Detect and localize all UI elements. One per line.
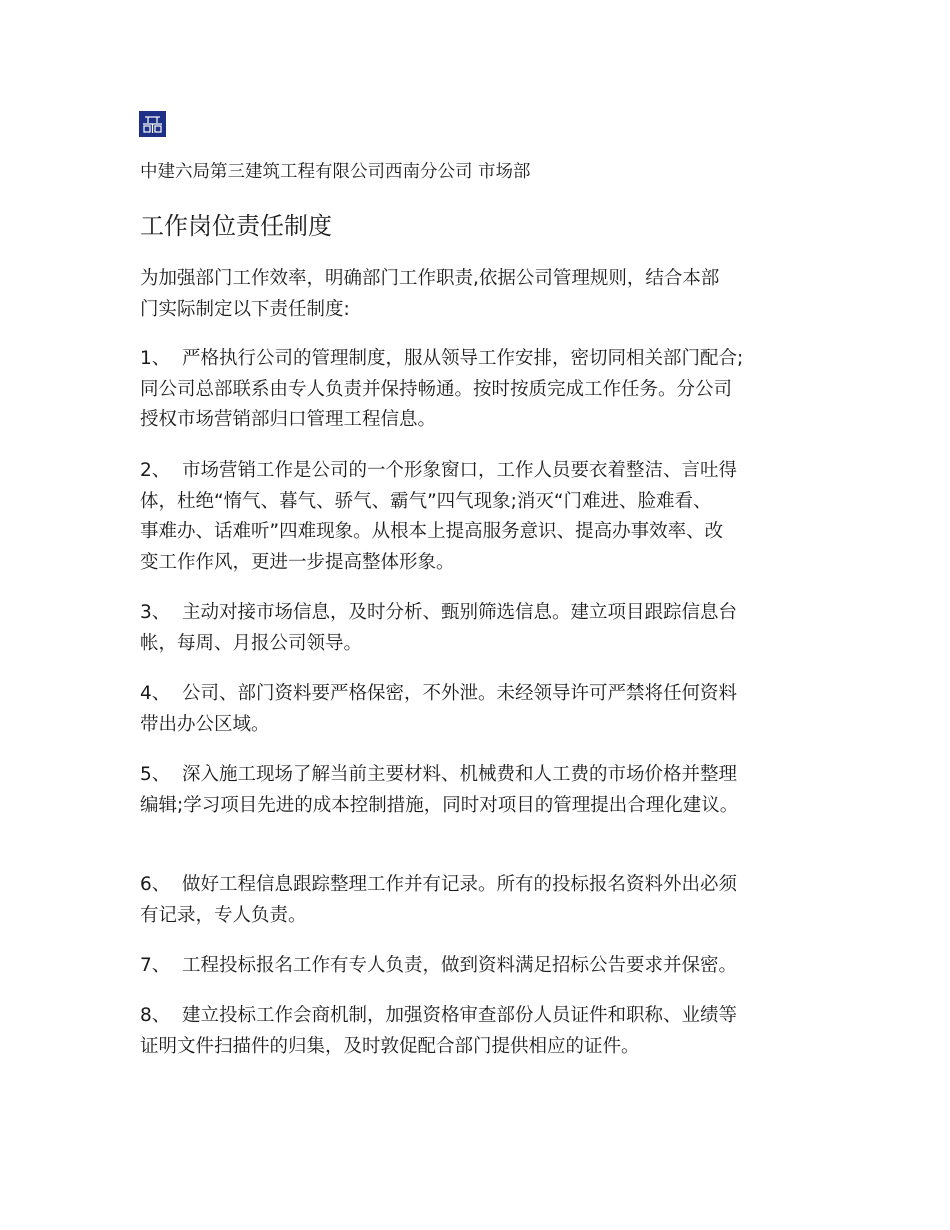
item-number: 2、 bbox=[140, 460, 171, 481]
item-number: 3、 bbox=[140, 602, 171, 623]
list-item bbox=[140, 679, 820, 740]
intro-line: 门实际制定以下责任制度: bbox=[140, 298, 350, 320]
item-line: 建立投标工作会商机制，加强资格审查部份人员证件和职称、业绩等 bbox=[182, 1005, 738, 1026]
list-item bbox=[140, 1001, 820, 1062]
item-number: 7、 bbox=[140, 955, 171, 976]
item-line: 带出办公区域。 bbox=[140, 713, 270, 735]
list-item bbox=[140, 870, 820, 931]
item-number: 8、 bbox=[140, 1005, 171, 1026]
item-line: 工程投标报名工作有专人负责，做到资料满足招标公告要求并保密。 bbox=[182, 955, 738, 976]
item-line: 事难办、话难听”四难现象。从根本上提高服务意识、提高办事效率、改 bbox=[140, 521, 724, 542]
company-logo-icon bbox=[139, 111, 166, 137]
intro-line: 为加强部门工作效率，明确部门工作职责,依据公司管理规则，结合本部 bbox=[140, 268, 720, 289]
list-item bbox=[140, 344, 820, 436]
list-item bbox=[140, 951, 820, 982]
item-line: 市场营销工作是公司的一个形象窗口，工作人员要衣着整洁、言吐得 bbox=[182, 460, 738, 481]
item-line: 主动对接市场信息，及时分析、甄别筛选信息。建立项目跟踪信息台 bbox=[182, 602, 738, 623]
item-number: 5、 bbox=[140, 764, 171, 785]
item-line: 变工作作风，更进一步提高整体形象。 bbox=[140, 551, 455, 573]
list-item bbox=[140, 598, 820, 659]
list-item bbox=[140, 760, 820, 821]
intro-paragraph bbox=[140, 264, 820, 325]
document-title: 工作岗位责任制度 bbox=[140, 212, 332, 240]
list-item bbox=[140, 456, 820, 578]
item-line: 深入施工现场了解当前主要材料、机械费和人工费的市场价格并整理 bbox=[182, 764, 738, 785]
item-number: 1、 bbox=[140, 348, 171, 369]
item-line: 有记录，专人负责。 bbox=[140, 904, 307, 926]
item-line: 严格执行公司的管理制度，服从领导工作安排，密切同相关部门配合; bbox=[182, 348, 744, 369]
item-number: 6、 bbox=[140, 874, 171, 895]
item-line: 同公司总部联系由专人负责并保持畅通。按时按质完成工作任务。分公司 bbox=[140, 378, 733, 400]
company-department-line: 中建六局第三建筑工程有限公司西南分公司 市场部 bbox=[140, 162, 531, 182]
item-line: 帐，每周、月报公司领导。 bbox=[140, 632, 363, 654]
item-number: 4、 bbox=[140, 683, 171, 704]
item-line: 体，杜绝“惰气、暮气、骄气、霸气”四气现象;消灭“门难进、脸难看、 bbox=[140, 490, 712, 512]
item-line: 证明文件扫描件的归集，及时敦促配合部门提供相应的证件。 bbox=[140, 1035, 640, 1057]
item-line: 编辑;学习项目先进的成本控制措施，同时对项目的管理提出合理化建议。 bbox=[140, 794, 739, 816]
item-line: 做好工程信息跟踪整理工作并有记录。所有的投标报名资料外出必须 bbox=[182, 874, 738, 895]
item-line: 授权市场营销部归口管理工程信息。 bbox=[140, 409, 437, 430]
item-line: 公司、部门资料要严格保密，不外泄。未经领导许可严禁将任何资料 bbox=[182, 683, 738, 704]
